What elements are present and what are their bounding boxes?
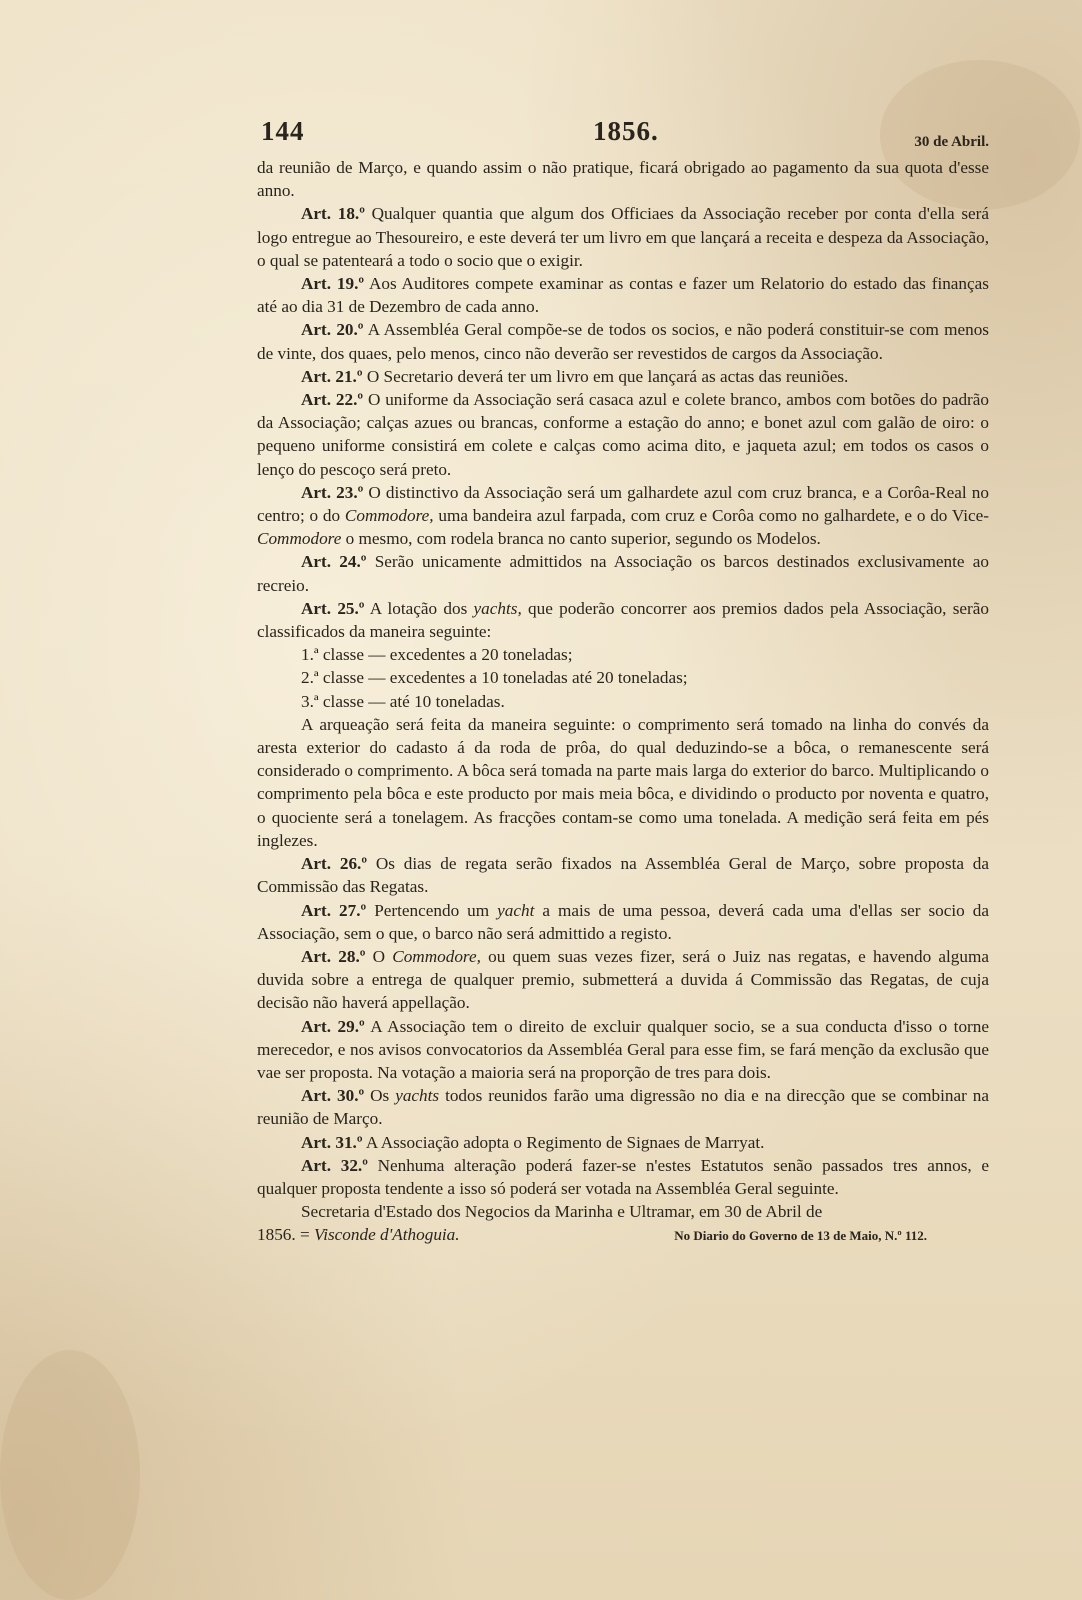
signature: Visconde d'Athoguia.	[313, 1225, 460, 1245]
article-text: A Associação adopta o Regimento de Signaes de Marryat.	[365, 1132, 765, 1152]
article-22	[257, 388, 989, 481]
article-31	[257, 1131, 989, 1154]
article-text: a mais de uma pessoa, deverá cada uma d'ellas ser socio da Associação, sem o que, o barco não será admittido a registo.	[257, 900, 989, 943]
article-26	[257, 852, 989, 898]
italic-term: yacht	[497, 900, 535, 920]
article-29	[257, 1015, 989, 1085]
article-text: que poderão concorrer aos premios dados pela Associação, serão classificados da maneira seguinte:	[257, 598, 989, 642]
article-32	[257, 1154, 989, 1200]
article-number: Art. 22.º	[301, 390, 364, 410]
article-text: uma bandeira azul farpada, com cruz e Corôa como no galhardete, e o do Vice-	[438, 506, 990, 526]
article-text: Qualquer quantia que algum dos Officiaes da Associação receber por conta d'ella será logo entregue ao Thesoureiro, e este deverá ter um livro em que lançará a receita e despeza da Associação, o qual se patenteará a todo o socio que o exigir.	[257, 204, 989, 270]
article-number: Art. 25.º	[301, 598, 365, 618]
article-number: Art. 21.º	[301, 366, 363, 386]
article-number: Art. 27.º	[301, 900, 367, 920]
article-text: Aos Auditores compete examinar as contas e fazer um Relatorio do estado das finanças até ao dia 31 de Dezembro de cada anno.	[257, 274, 989, 317]
article-30	[257, 1084, 989, 1130]
article-number: Art. 30.º	[301, 1086, 365, 1106]
article-number: Art. 32.º	[301, 1155, 368, 1175]
article-number: Art. 19.º	[301, 274, 365, 294]
list-item: 1.ª classe — excedentes a 20 toneladas;	[301, 645, 573, 665]
article-number: Art. 31.º	[301, 1132, 363, 1152]
article-text: A Assembléa Geral compõe-se de todos os socios, e não poderá constituir-se com menos de vinte, dos quaes, pelo menos, cinco não deverão ser revestidos de cargos da Associação.	[257, 320, 989, 363]
article-number: Art. 18.º	[301, 204, 365, 224]
article-number: Art. 28.º	[301, 946, 366, 966]
article-text: Serão unicamente admittidos na Associação os barcos destinados exclusivamente ao recreio.	[257, 552, 990, 595]
article-text: Os	[370, 1086, 390, 1106]
article-18	[257, 202, 989, 272]
article-21	[257, 365, 989, 388]
page-date: 30 de Abril.	[914, 134, 989, 150]
article-number: Art. 23.º	[301, 482, 364, 502]
italic-term: Commodore,	[344, 506, 434, 526]
article-text: Os dias de regata serão fixados na Assembléa Geral de Março, sobre proposta da Commissão das Regatas.	[257, 854, 989, 897]
article-text: todos reunidos farão uma digressão no dia e na direcção que se combinar na reunião de Março.	[257, 1086, 990, 1129]
article-text: O Secretario deverá ter um livro em que lançará as actas das reuniões.	[366, 366, 849, 386]
page-header	[257, 116, 989, 154]
list-item: 2.ª classe — excedentes a 10 toneladas até 20 toneladas;	[301, 668, 688, 688]
article-number: Art. 29.º	[301, 1016, 365, 1036]
article-text: Pertencendo um	[374, 900, 490, 920]
paper-stain	[0, 1350, 140, 1600]
document-text	[257, 116, 990, 1247]
article-20	[257, 318, 989, 364]
page-year: 1856.	[593, 116, 659, 146]
article-text: O	[372, 946, 386, 966]
arqueacao-paragraph: A arqueação será feita da maneira seguinte: o comprimento será tomado na linha do convés da aresta exterior do cadasto á da roda de prôa, do qual deduzindo-se a bôca, o remanescente será considerado o comprimento. A bôca será tomada na parte mais larga do exterior do barco. Multiplicando o comprimento pela bôca e este producto por mais meia bôca, e dividindo o producto por noventa e quatro, o quociente será a tonelagem. As fracções contam-se como uma tonelada. A medição será feita em pés inglezes.	[257, 714, 989, 850]
article-number: Art. 26.º	[301, 854, 368, 874]
article-28	[257, 945, 989, 1015]
article-text: O uniforme da Associação será casaca azul e colete branco, ambos com botões do padrão da Associação; calças azues ou brancas, conforme a estação do anno; e bonet azul com galão de oiro: o pequeno uniforme consistirá em colete e calças como acima dito, e jaqueta azul; em todos os casos o lenço do pescoço será preto.	[257, 390, 989, 479]
paragraph: da reunião de Março, e quando assim o não pratique, ficará obrigado ao pagamento da sua quota d'esse anno.	[257, 158, 989, 201]
closing-year: 1856. =	[257, 1225, 310, 1245]
article-25	[257, 597, 989, 643]
italic-term: yachts	[395, 1086, 440, 1106]
italic-term: Commodore	[257, 529, 342, 549]
article-text: O distinctivo da Associação será um galhardete azul com cruz branca, e a Corôa-Real no centro; o do	[257, 482, 989, 526]
article-number: Art. 20.º	[301, 320, 364, 340]
list-item: 3.ª classe — até 10 toneladas.	[301, 691, 505, 711]
article-23	[257, 481, 989, 551]
article-text: A Associação tem o direito de excluir qualquer socio, se a sua conducta d'isso o torne merecedor, e nos avisos convocatorios da Assembléa Geral para esse fim, se fará menção da exclusão que vae ser proposta. Na votação a maioria será na proporção de tres para dois.	[257, 1016, 989, 1082]
article-text: o mesmo, com rodela branca no canto superior, segundo os Modelos.	[345, 529, 821, 549]
article-text: Nenhuma alteração poderá fazer-se n'estes Estatutos senão passados tres annos, e qualquer proposta tendente a isso só poderá ser votada na Assembléa Geral seguinte.	[257, 1155, 989, 1198]
article-text: ou quem suas vezes fizer, será o Juiz nas regatas, e havendo alguma duvida sobre a entrega de qualquer premio, submetterá a duvida á Commissão das Regatas, de cuja decisão não haverá appellação.	[257, 946, 989, 1013]
article-24	[257, 550, 989, 596]
article-27	[257, 899, 989, 945]
class-list	[257, 643, 989, 713]
article-number: Art. 24.º	[301, 552, 367, 572]
italic-term: Commodore,	[392, 946, 481, 966]
source-note: No Diario do Governo de 13 de Maio, N.º 112.	[674, 1228, 927, 1244]
closing-line: Secretaria d'Estado dos Negocios da Marinha e Ultramar, em 30 de Abril de	[301, 1202, 823, 1222]
article-19	[257, 272, 989, 318]
italic-term: yachts,	[473, 598, 522, 618]
article-text: A lotação dos	[369, 598, 468, 618]
page-number: 144	[261, 116, 305, 146]
closing-block	[257, 1200, 989, 1246]
